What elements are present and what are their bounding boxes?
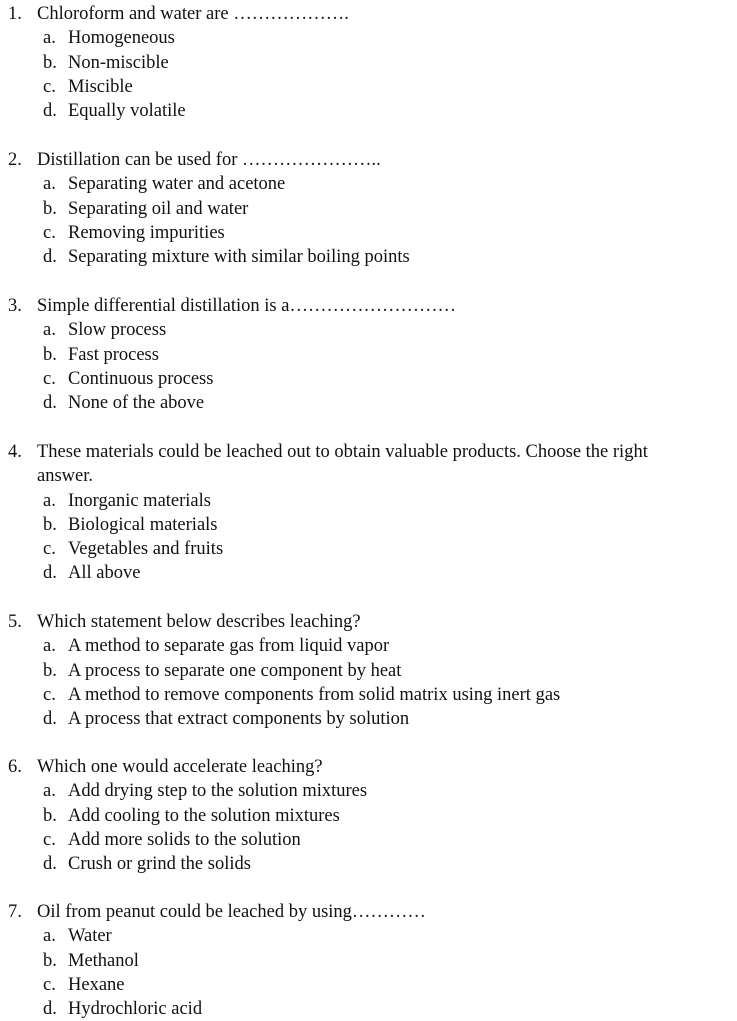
option-text: A process that extract components by solution — [68, 709, 410, 730]
option-letter: b. — [43, 198, 57, 219]
option-text: Continuous process — [68, 368, 214, 389]
option-text: Biological materials — [68, 514, 218, 535]
option-text: Crush or grind the solids — [68, 854, 251, 875]
option-text: Add cooling to the solution mixtures — [68, 805, 340, 826]
option — [0, 973, 737, 997]
question-number: 5. — [8, 612, 22, 632]
option-text: Miscible — [68, 76, 133, 97]
option-letter: c. — [43, 222, 56, 243]
option — [0, 489, 737, 513]
question-line — [0, 440, 737, 464]
option-letter: b. — [43, 514, 57, 535]
option-letter: b. — [43, 344, 57, 365]
question-line-continued — [0, 464, 737, 488]
question-text-continued: answer. — [37, 466, 93, 487]
option-text: Vegetables and fruits — [68, 539, 224, 560]
question-line — [0, 148, 737, 172]
option-text: A process to separate one component by heat — [68, 660, 402, 681]
question-text: These materials could be leached out to obtain valuable products. Choose the right — [37, 442, 648, 462]
option-letter: c. — [43, 539, 56, 560]
option-letter: d. — [43, 563, 57, 584]
option-letter: a. — [43, 636, 56, 657]
option-text: Homogeneous — [68, 28, 175, 49]
option-letter: b. — [43, 52, 57, 73]
option — [0, 99, 737, 123]
option-text: Hexane — [68, 974, 125, 995]
option — [0, 172, 737, 196]
option-text: Methanol — [68, 950, 139, 971]
option — [0, 779, 737, 803]
option — [0, 75, 737, 99]
question-text: Distillation can be used for ………………….. — [37, 150, 381, 170]
option-letter: c. — [43, 974, 56, 995]
option-text: A method to separate gas from liquid vapor — [68, 636, 390, 657]
option-text: All above — [68, 563, 141, 584]
option-text: Slow process — [68, 320, 167, 341]
option-letter: a. — [43, 28, 56, 49]
option — [0, 561, 737, 585]
question-3 — [0, 294, 737, 415]
option-letter: a. — [43, 174, 56, 195]
question-number: 7. — [8, 902, 22, 922]
option — [0, 949, 737, 973]
option — [0, 634, 737, 658]
option-text: Equally volatile — [68, 101, 186, 122]
option-letter: d. — [43, 854, 57, 875]
option-letter: d. — [43, 709, 57, 730]
option-letter: a. — [43, 320, 56, 341]
option-letter: c. — [43, 684, 56, 705]
option-letter: c. — [43, 368, 56, 389]
option — [0, 318, 737, 342]
option-letter: a. — [43, 781, 56, 802]
question-line — [0, 2, 737, 26]
question-text: Simple differential distillation is a……………………… — [37, 296, 456, 316]
option-text: Removing impurities — [68, 222, 225, 243]
option — [0, 852, 737, 876]
option — [0, 367, 737, 391]
question-line — [0, 755, 737, 779]
question-1 — [0, 2, 737, 123]
question-text: Oil from peanut could be leached by using………… — [37, 902, 426, 922]
option — [0, 245, 737, 269]
question-line — [0, 294, 737, 318]
option-letter: a. — [43, 926, 56, 947]
option-text: Inorganic materials — [68, 490, 211, 511]
option-text: Hydrochloric acid — [68, 999, 203, 1020]
question-number: 4. — [8, 442, 22, 462]
option-text: Separating water and acetone — [68, 174, 286, 195]
option — [0, 683, 737, 707]
option-letter: b. — [43, 805, 57, 826]
option — [0, 197, 737, 221]
option-text: Add drying step to the solution mixtures — [68, 781, 368, 802]
option-text: A method to remove components from solid matrix using inert gas — [68, 684, 561, 705]
option — [0, 537, 737, 561]
question-7 — [0, 900, 737, 1021]
option-letter: d. — [43, 393, 57, 414]
question-number: 1. — [8, 4, 22, 24]
option-text: Add more solids to the solution — [68, 829, 301, 850]
question-text: Chloroform and water are ………………. — [37, 4, 349, 24]
option — [0, 997, 737, 1021]
option-letter: c. — [43, 76, 56, 97]
option-text: Separating mixture with similar boiling points — [68, 247, 410, 268]
option-letter: d. — [43, 247, 57, 268]
option-text: Separating oil and water — [68, 198, 249, 219]
option — [0, 343, 737, 367]
question-5 — [0, 610, 737, 731]
option-text: Water — [68, 926, 112, 947]
question-text: Which statement below describes leaching? — [37, 612, 361, 632]
question-number: 2. — [8, 150, 22, 170]
question-4 — [0, 440, 737, 586]
option — [0, 828, 737, 852]
option — [0, 659, 737, 683]
question-text: Which one would accelerate leaching? — [37, 757, 323, 777]
option-letter: d. — [43, 101, 57, 122]
question-2 — [0, 148, 737, 269]
option-letter: b. — [43, 660, 57, 681]
option — [0, 221, 737, 245]
option-text: Fast process — [68, 344, 159, 365]
option — [0, 26, 737, 50]
option — [0, 804, 737, 828]
question-number: 6. — [8, 757, 22, 777]
option-text: Non-miscible — [68, 52, 169, 73]
question-6 — [0, 755, 737, 876]
question-line — [0, 900, 737, 924]
option — [0, 924, 737, 948]
option — [0, 707, 737, 731]
option-letter: b. — [43, 950, 57, 971]
option-letter: d. — [43, 999, 57, 1020]
option-letter: c. — [43, 829, 56, 850]
question-number: 3. — [8, 296, 22, 316]
option — [0, 51, 737, 75]
question-line — [0, 610, 737, 634]
option-letter: a. — [43, 490, 56, 511]
option-text: None of the above — [68, 393, 205, 414]
option — [0, 391, 737, 415]
option — [0, 513, 737, 537]
